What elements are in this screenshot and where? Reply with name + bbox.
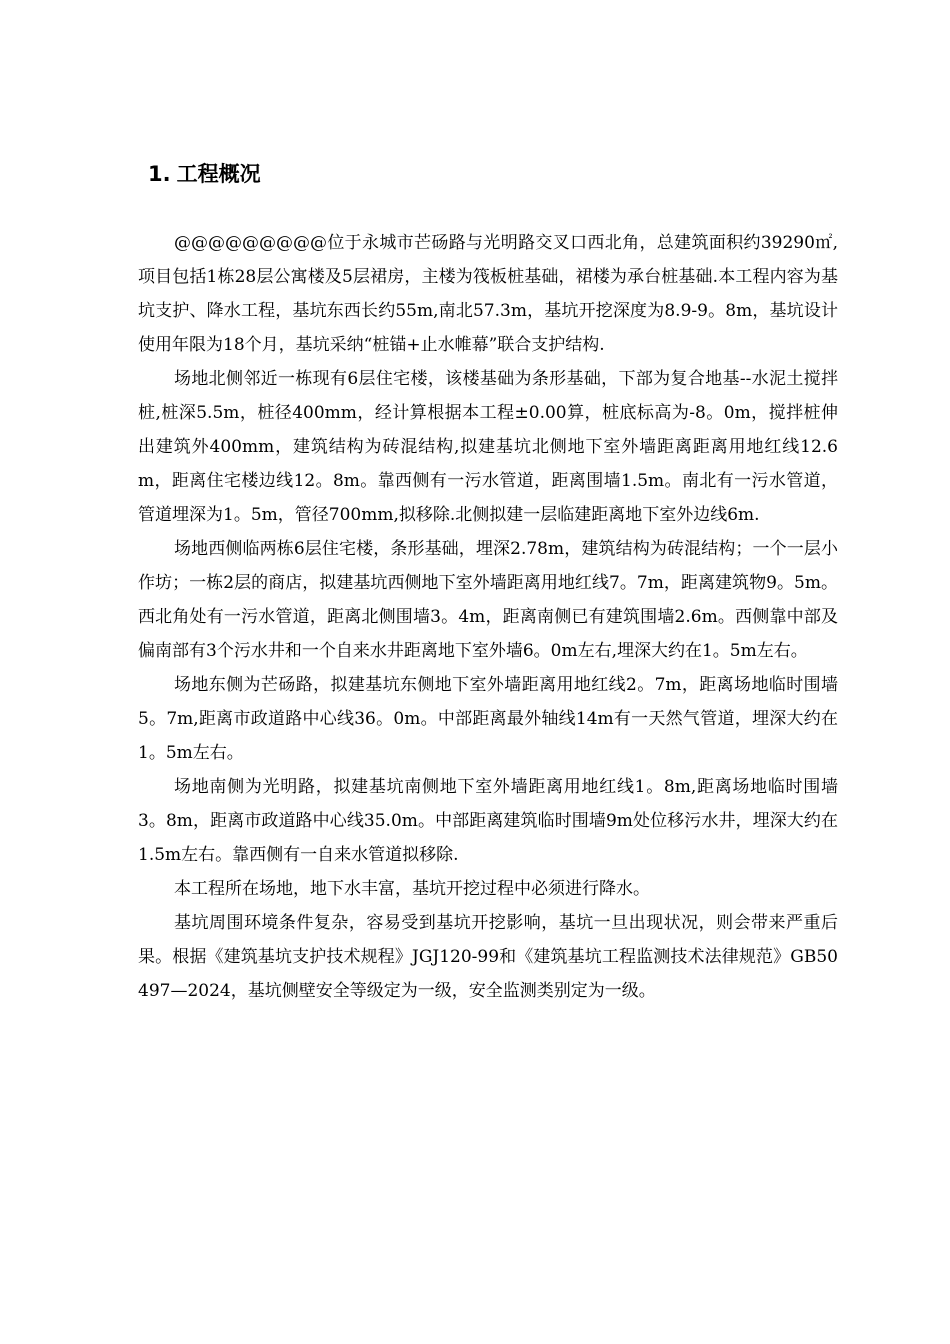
paragraph-north-side: 场地北侧邻近一栋现有6层住宅楼，该楼基础为条形基础，下部为复合地基--水泥土搅拌桩,桩深5.5m，桩径400mm，经计算根据本工程±0.00算，桩底标高为-8。0m，搅拌桩伸出建筑外400mm，建筑结构为砖混结构,拟建基坑北侧地下室外墙距离距离用地红线12.6m，距离住宅楼边线12。8m。靠西侧有一污水管道，距离围墙1.5m。南北有一污水管道，管道埋深为1。5m，管径700mm,拟移除.北侧拟建一层临建距离地下室外边线6m. (138, 369, 838, 525)
section-number: 1. (148, 162, 171, 186)
section-title: 工程概况 (176, 162, 261, 186)
paragraph-south-side: 场地南侧为光明路，拟建基坑南侧地下室外墙距离用地红线1。8m,距离场地临时围墙3。8m，距离市政道路中心线35.0m。中部距离建筑临时围墙9m处位移污水井，埋深大约在1.5m左右。靠西侧有一自来水管道拟移除. (138, 777, 838, 865)
paragraph-safety-grade: 基坑周围环境条件复杂，容易受到基坑开挖影响，基坑一旦出现状况，则会带来严重后果。根据《建筑基坑支护技术规程》JGJ120-99和《建筑基坑工程监测技术法律规范》GB50497—2024，基坑侧壁安全等级定为一级，安全监测类别定为一级。 (138, 913, 838, 1001)
paragraph-groundwater: 本工程所在场地，地下水丰富，基坑开挖过程中必须进行降水。 (174, 879, 650, 899)
section-heading (148, 158, 261, 188)
paragraph-east-side: 场地东侧为芒砀路，拟建基坑东侧地下室外墙距离用地红线2。7m，距离场地临时围墙5。7m,距离市政道路中心线36。0m。中部距离最外轴线14m有一天然气管道，埋深大约在1。5m左右。 (138, 675, 838, 763)
paragraph-west-side: 场地西侧临两栋6层住宅楼，条形基础，埋深2.78m，建筑结构为砖混结构；一个一层小作坊；一栋2层的商店，拟建基坑西侧地下室外墙距离用地红线7。7m，距离建筑物9。5m。西北角处有一污水管道，距离北侧围墙3。4m，距离南侧已有建筑围墙2.6m。西侧靠中部及偏南部有3个污水井和一个自来水井距离地下室外墙6。0m左右,埋深大约在1。5m左右。 (138, 539, 838, 661)
document-body (138, 226, 838, 1008)
paragraph-overview: @@@@@@@@@位于永城市芒砀路与光明路交叉口西北角，总建筑面积约39290㎡,项目包括1栋28层公寓楼及5层裙房，主楼为筏板桩基础，裙楼为承台桩基础.本工程内容为基坑支护、降水工程，基坑东西长约55m,南北57.3m，基坑开挖深度为8.9-9。8m，基坑设计使用年限为18个月，基坑采纳“桩锚+止水帷幕”联合支护结构. (138, 233, 838, 355)
